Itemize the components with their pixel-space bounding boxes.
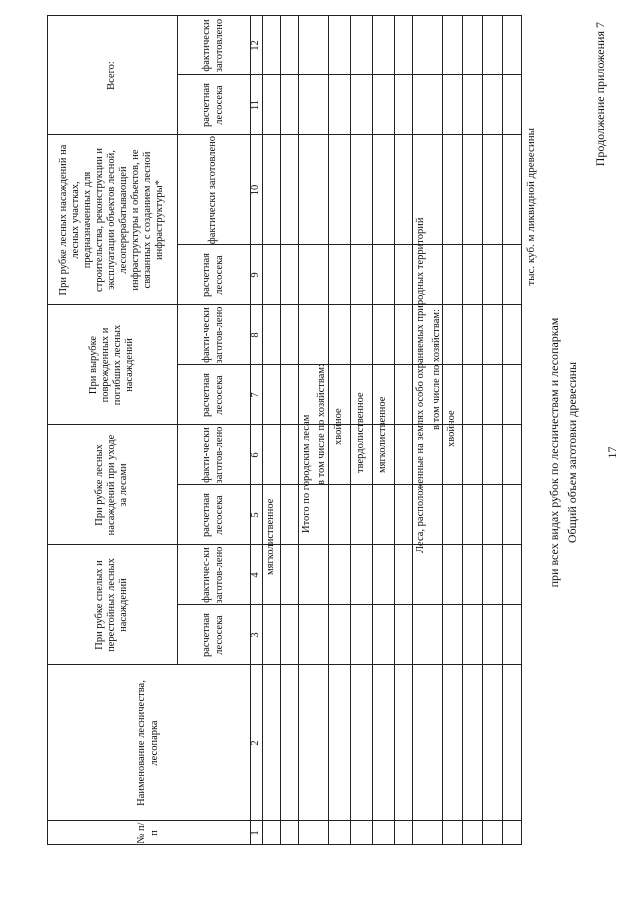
row-label-soft2: мягколиственное <box>377 396 388 473</box>
subheader-fact-2: факти-чески заготов-лено <box>201 426 225 484</box>
col-number: 12 <box>249 40 261 51</box>
header-num: № п/п <box>136 822 160 844</box>
col-number: 11 <box>249 99 261 111</box>
subheader-fact-5: фактически заготовлено <box>201 18 225 73</box>
subheader-calc-4: расчетная лесосека <box>201 253 225 297</box>
header-name: Наименование лесничества, лесопарка <box>136 680 160 806</box>
header-group-care: При рубке лесных насаждений при уходе за лесами <box>93 434 130 536</box>
subheader-calc-2: расчетная лесосека <box>201 493 225 537</box>
row-label-city-total: Итого по городским лесам <box>301 414 312 533</box>
header-group-construction: При рубке лесных насаждений на лесных участках, предназначенных для строительства, реконструкции и эксплуатации объектов лесной, лесоперерабатывающей инфраструктуры и объектов, не связанных с созданием лесной инфраструктуры* <box>57 144 166 296</box>
units-label: тыс. куб. м ликвидной древесины <box>525 128 537 286</box>
col-number: 9 <box>249 272 261 278</box>
col-number: 2 <box>249 740 261 746</box>
row-label-protected: Леса, расположенные на землях особо охраняемых природных территорий <box>415 217 426 553</box>
row-label-hard: твердолиственное <box>355 392 366 473</box>
col-number: 8 <box>249 332 261 338</box>
header-group-mature: При рубке спелых и перестойных лесных насаждений <box>93 558 130 652</box>
subheader-calc-5: расчетная лесосека <box>201 83 225 127</box>
title-line-2: при всех видах рубок по лесничествам и лесопаркам <box>547 317 561 588</box>
subheader-calc-3: расчетная лесосека <box>201 373 225 417</box>
header-group-total: Всего: <box>105 61 117 90</box>
col-number: 6 <box>249 452 261 458</box>
subheader-fact-1: фактичес-ки заготов-лено <box>201 546 225 604</box>
col-number: 1 <box>249 830 261 836</box>
row-label-soft: мягколиственное <box>265 498 276 575</box>
col-number: 7 <box>249 392 261 398</box>
col-number: 4 <box>249 572 261 578</box>
title-line-1: Общий объем заготовки древесины <box>565 361 579 544</box>
row-label-conif: хвойное <box>333 408 344 445</box>
continuation-note: Продолжение приложения 7 <box>593 22 607 167</box>
subheader-fact-3: факти-чески заготов-лено <box>201 306 225 364</box>
subheader-fact-4: фактически заготовлено <box>207 135 219 245</box>
col-number: 5 <box>249 512 261 518</box>
row-label-incl-farms: в том числе по хозяйствам: <box>316 364 327 485</box>
header-group-damaged: При вырубке поврежденных и погибших лесных насаждений <box>87 324 136 406</box>
row-label-incl-farms2: в том числе по хозяйствам: <box>431 309 442 430</box>
page-number: 17 <box>605 446 619 459</box>
col-number: 3 <box>249 632 261 638</box>
subheader-calc-1: расчетная лесосека <box>201 613 225 657</box>
col-number: 10 <box>249 184 261 196</box>
row-label-conif2: хвойное <box>446 410 457 447</box>
harvest-table <box>47 15 522 845</box>
